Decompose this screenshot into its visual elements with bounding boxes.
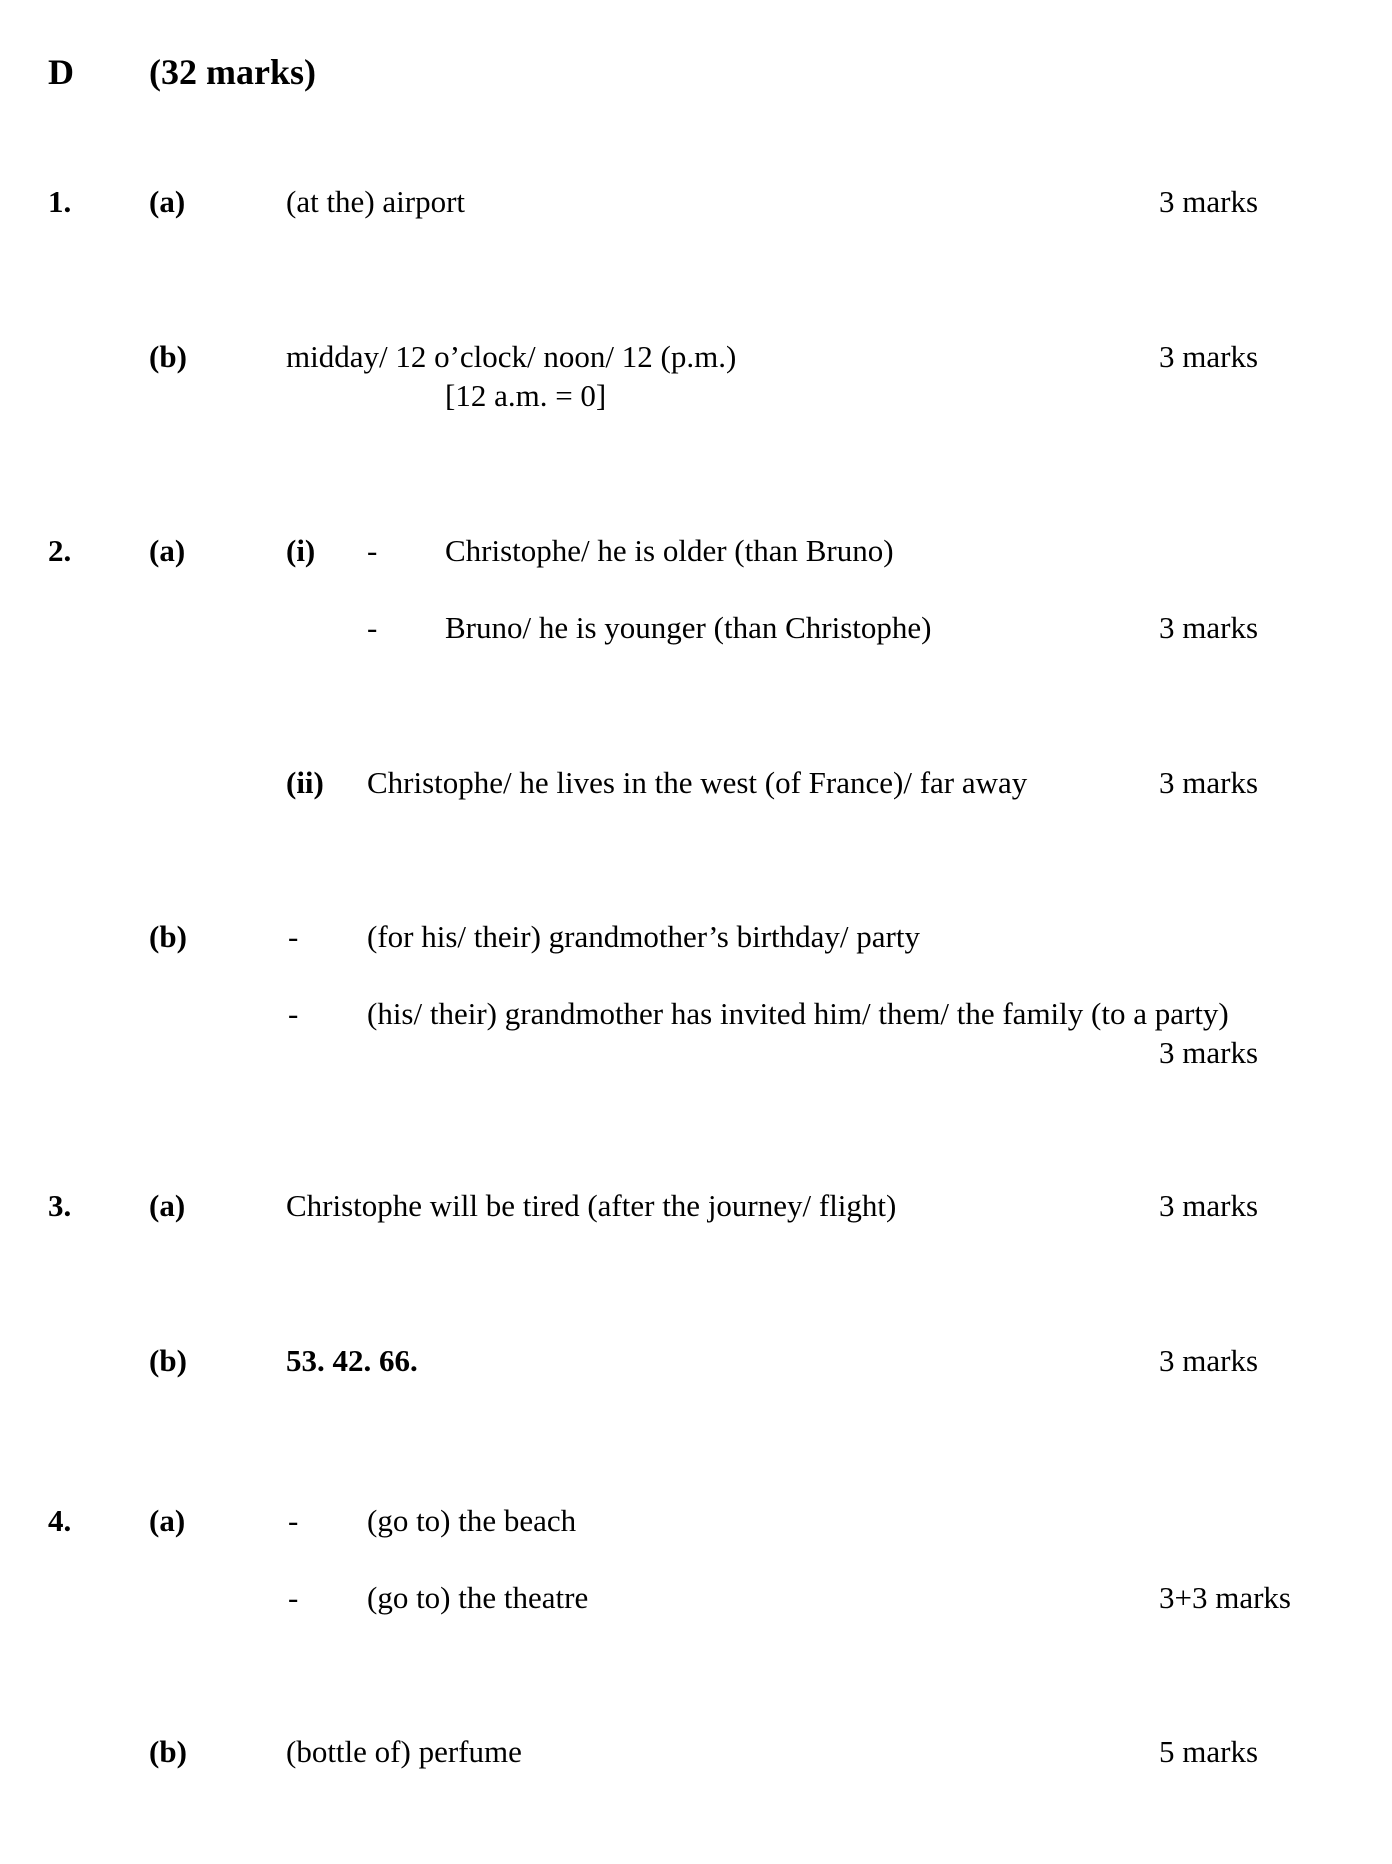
q2ai-line-2: Bruno/ he is younger (than Christophe) [445,610,932,645]
q4a-dash-2: - [288,1580,299,1615]
q2ai-dash-2: - [367,610,378,645]
q1b-marks: 3 marks [1159,339,1259,374]
q1b-answer: midday/ 12 o’clock/ noon/ 12 (p.m.) [286,339,737,374]
q4-number: 4. [48,1503,72,1538]
q2-number: 2. [48,533,72,568]
q4a-dash-1: - [288,1503,299,1538]
q4a-line-1: (go to) the beach [367,1503,577,1538]
q3a-marks: 3 marks [1159,1188,1259,1223]
q1b-note: [12 a.m. = 0] [445,378,607,413]
q2aii-marks: 3 marks [1159,765,1259,800]
q4a-marks: 3+3 marks [1159,1580,1291,1615]
q2ai-label: (i) [286,533,316,568]
q2b-label: (b) [149,919,187,954]
q4a-label: (a) [149,1503,186,1538]
q2b-dash-1: - [288,919,299,954]
q3a-label: (a) [149,1188,186,1223]
q4a-line-2: (go to) the theatre [367,1580,589,1615]
q2b-line-2: (his/ their) grandmother has invited him/ them/ the family (to a party) [367,996,1229,1031]
q2b-marks: 3 marks [1159,1035,1259,1070]
q2ai-line-1: Christophe/ he is older (than Bruno) [445,533,894,568]
q2ai-dash-1: - [367,533,378,568]
q4b-label: (b) [149,1734,187,1769]
q3b-label: (b) [149,1343,187,1378]
q2ai-marks: 3 marks [1159,610,1259,645]
q4b-answer: (bottle of) perfume [286,1734,522,1769]
q3a-answer: Christophe will be tired (after the journey/ flight) [286,1188,897,1223]
q2b-dash-2: - [288,996,299,1031]
q2aii-answer: Christophe/ he lives in the west (of France)/ far away [367,765,1028,800]
section-total-marks: (32 marks) [149,52,316,92]
q1-number: 1. [48,184,72,219]
q3b-answer: 53. 42. 66. [286,1343,418,1378]
q4b-marks: 5 marks [1159,1734,1259,1769]
section-letter: D [48,52,74,92]
q1a-marks: 3 marks [1159,184,1259,219]
q1a-answer: (at the) airport [286,184,466,219]
q1b-label: (b) [149,339,187,374]
q3-number: 3. [48,1188,72,1223]
q2a-label: (a) [149,533,186,568]
q3b-marks: 3 marks [1159,1343,1259,1378]
q2aii-label: (ii) [286,765,324,800]
q1a-label: (a) [149,184,186,219]
q2b-line-1: (for his/ their) grandmother’s birthday/ party [367,919,920,954]
